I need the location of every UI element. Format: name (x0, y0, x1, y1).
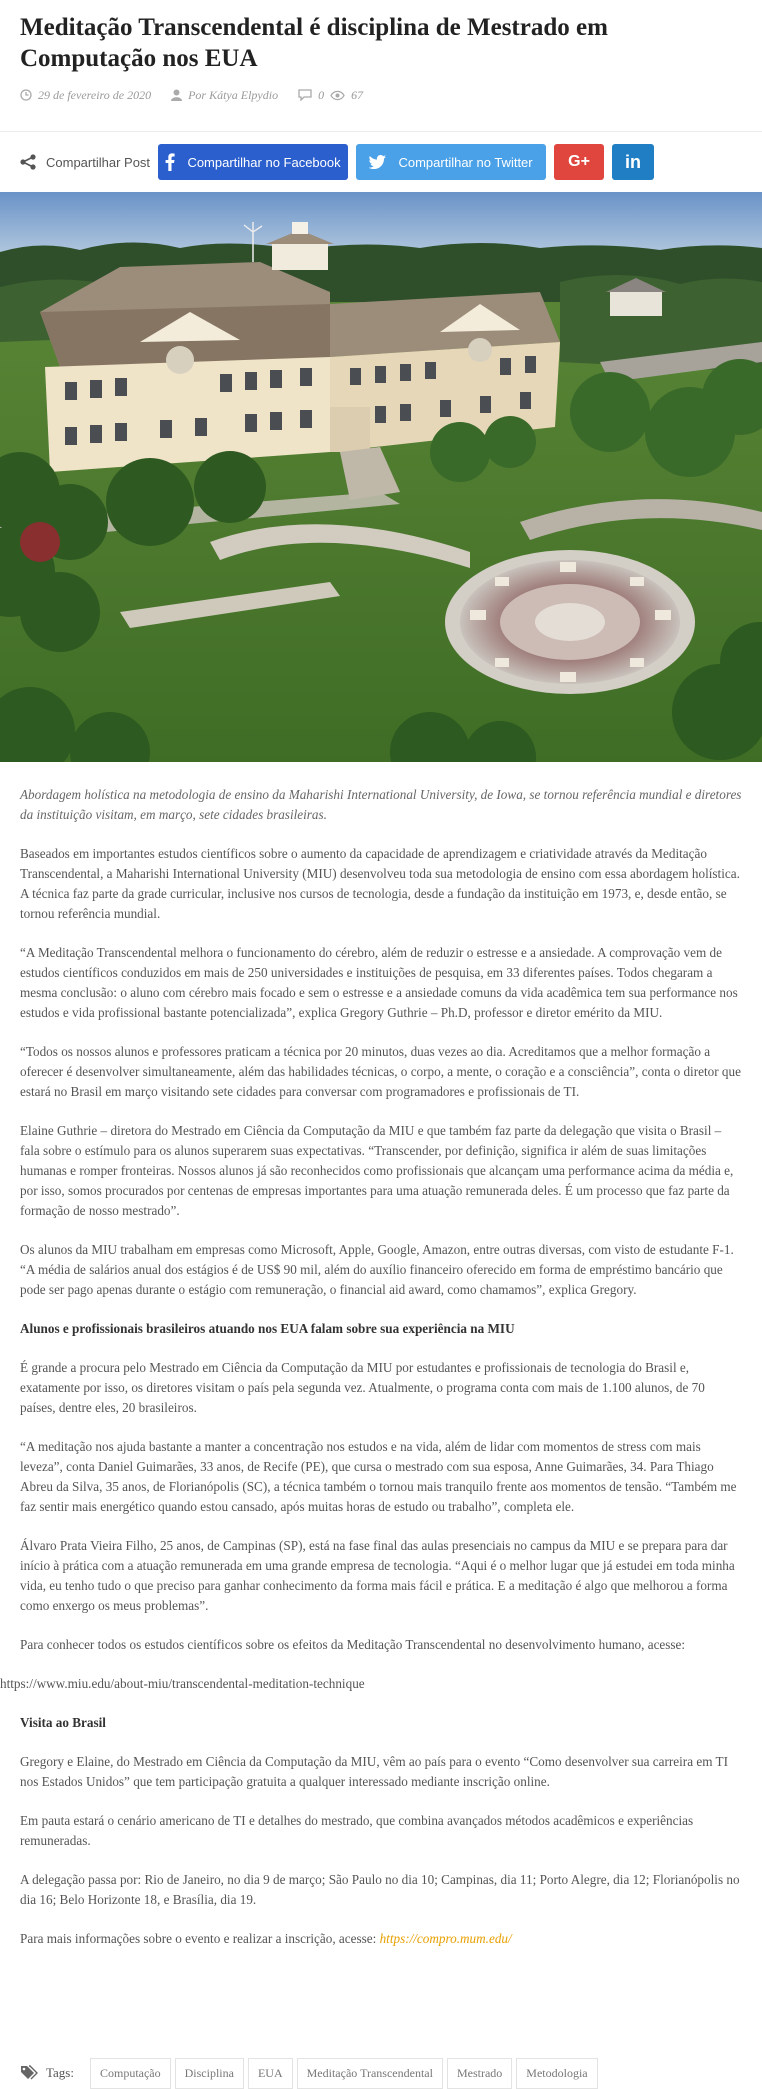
paragraph: “A Meditação Transcendental melhora o funcionamento do cérebro, além de reduzir o estresse e a ansiedade. A comprovação vem de estudos científicos conduzidos em mais de 250 universidades e instituições de pesquisa, em 33 diferentes países. Todos chegaram a mesma conclusão: o aluno com cérebro mais focado e sem o estresse e a ansiedade comuns da vida acadêmica tem sua performance nos estudos e vida profissional bastante potencializada”, explica Gregory Guthrie – Ph.D, professor e diretor emérito da MIU. (20, 945, 738, 1020)
share-facebook-label: Compartilhar no Facebook (187, 154, 341, 170)
post-title: Meditação Transcendental é disciplina de Mestrado em Computação nos EUA (20, 14, 608, 72)
paragraph: A delegação passa por: Rio de Janeiro, no dia 9 de março; São Paulo no dia 10; Campinas, dia 11; Porto Alegre, dia 12; Florianópolis no dia 16; Belo Horizonte 18, e Brasília, dia 19. (20, 1872, 740, 1907)
share-icon (20, 154, 36, 170)
googleplus-icon: G+ (568, 153, 590, 170)
paragraph: Em pauta estará o cenário americano de TI e detalhes do mestrado, que combina avançados métodos acadêmicos e experiências remuneradas. (20, 1813, 694, 1848)
tag-link[interactable]: Computação (90, 2058, 171, 2089)
linkedin-icon: in (625, 151, 642, 172)
twitter-icon (369, 155, 386, 169)
view-count: 67 (351, 87, 364, 102)
share-linkedin-button[interactable] (612, 144, 654, 180)
tag-link[interactable]: Mestrado (447, 2058, 512, 2089)
paragraph: Baseados em importantes estudos científicos sobre o aumento da capacidade de aprendizagem e criatividade através da Meditação Transcendental, a Maharishi International University (MIU) desenvolveu toda sua metodologia de ensino com essa abordagem holística. A técnica faz parte da grade curricular, inclusive nos cursos de tecnologia, desde a fundação da instituição em 1973, e, desde então, se tornou referência mundial. (20, 846, 740, 921)
section-heading: Alunos e profissionais brasileiros atuando nos EUA falam sobre sua experiência na MIU (20, 1321, 515, 1336)
tag-link[interactable]: Meditação Transcendental (297, 2058, 443, 2089)
paragraph: Gregory e Elaine, do Mestrado em Ciência da Computação da MIU, vêm ao país para o evento “Como desenvolver sua carreira em TI nos Estados Unidos” que tem participação gratuita a qualquer interessado mediante inscrição online. (20, 1754, 728, 1789)
facebook-icon (165, 153, 175, 171)
tags-icon (20, 2065, 38, 2081)
paragraph: Elaine Guthrie – diretora do Mestrado em Ciência da Computação da MIU e que também faz parte da delegação que visita o Brasil – fala sobre o estímulo para os alunos superarem suas expectativas. “Transcender, por definição, significa ir além de suas limitações humanas e romper fronteiras. Nossos alunos já são reconhecidos como profissionais que alcançam uma performance acima da média e, por isso, somos procurados por centenas de empresas importantes para uma atuação remunerada deles. É um processo que faz parte da formação de nosso mestrado”. (20, 1123, 734, 1218)
tags-label (20, 2065, 74, 2081)
tags-bar (20, 2058, 598, 2088)
share-googleplus-button[interactable] (554, 144, 604, 180)
paragraph: É grande a procura pelo Mestrado em Ciência da Computação da MIU por estudantes e profissionais de tecnologia do Brasil e, exatamente por isso, os diretores visitam o país pela segunda vez. Atualmente, o programa conta com mais de 1.100 alunos, de 70 países, dentre eles, 20 brasileiros. (20, 1360, 705, 1415)
user-icon (171, 89, 182, 101)
share-twitter-label: Compartilhar no Twitter (398, 154, 533, 170)
featured-image (0, 192, 762, 762)
post-date: 29 de fevereiro de 2020 (38, 87, 152, 102)
registration-link[interactable]: https://compro.mum.edu/ (379, 1931, 512, 1946)
post-meta (20, 86, 363, 104)
tag-link[interactable]: Metodologia (516, 2058, 597, 2089)
share-facebook-button[interactable] (158, 144, 348, 180)
paragraph: “Todos os nossos alunos e professores praticam a técnica por 20 minutos, duas vezes ao dia. Acreditamos que a melhor formação a oferecer é desenvolver simultaneamente, além das habilidades técnicas, o corpo, a mente, o coração e a consciência”, conta o diretor que estará no Brasil em março visitando sete cidades para conversar com programadores e profissionais de TI. (20, 1044, 741, 1099)
share-bar (20, 144, 662, 180)
header-divider (0, 131, 762, 132)
eye-icon (330, 90, 345, 101)
paragraph-text: Para mais informações sobre o evento e realizar a inscrição, acesse: (20, 1931, 380, 1946)
comment-count[interactable]: 0 (318, 87, 325, 102)
post-author[interactable]: Por Kátya Elpydio (188, 87, 279, 102)
section-heading: Visita ao Brasil (20, 1715, 106, 1730)
paragraph: “A meditação nos ajuda bastante a manter a concentração nos estudos e na vida, além de lidar com momentos de stress com mais leveza”, conta Daniel Guimarães, 33 anos, de Recife (PE), que cursa o mestrado com sua esposa, Anne Guimarães, 34. Para Thiago Abreu da Silva, 35 anos, de Florianópolis (SC), a técnica também o tornou mais tranquilo frente aos momentos de tensão. “Também me faz sentir mais energético quando estou cansado, após muitas horas de estudo ou trabalho”, completa ele. (20, 1439, 737, 1514)
share-label (20, 154, 150, 170)
article-body (0, 785, 742, 1968)
image-caption: Abordagem holística na metodologia de ensino da Maharishi International University, de Iowa, se tornou referência mundial e diretores da instituição visitam, em março, sete cidades brasileiras. (20, 787, 742, 822)
comment-icon (298, 89, 312, 101)
paragraph: Para conhecer todos os estudos científicos sobre os efeitos da Meditação Transcendental no desenvolvimento humano, acesse: (20, 1637, 686, 1652)
paragraph: Os alunos da MIU trabalham em empresas como Microsoft, Apple, Google, Amazon, entre outras diversas, com visto de estudante F-1. “A média de salários anual dos estágios é de US$ 90 mil, além do auxílio financeiro oferecido em forma de empréstimo bancário que pode ser pago apenas durante o estágio com remuneração, o financial aid award, como chamamos”, explica Gregory. (20, 1242, 734, 1297)
study-url: https://www.miu.edu/about-miu/transcendental-meditation-technique (0, 1676, 365, 1691)
campus-aerial-photo (0, 192, 762, 762)
share-twitter-button[interactable] (356, 144, 546, 180)
paragraph: Álvaro Prata Vieira Filho, 25 anos, de Campinas (SP), está na fase final das aulas presenciais no campus da MIU e se prepara para dar início à prática com a atuação remunerada em uma grande empresa de tecnologia. “Aqui é o melhor lugar que já estudei em toda minha vida, eu tenho tudo o que preciso para ganhar conhecimento da forma mais fácil e prática. E a meditação é algo que melhorou a forma como enxergo os meus problemas”. (20, 1538, 735, 1613)
tag-link[interactable]: EUA (248, 2058, 293, 2089)
clock-icon (20, 89, 32, 101)
tags-label-text: Tags: (46, 2065, 74, 2080)
paragraph (20, 1929, 742, 1949)
tag-link[interactable]: Disciplina (175, 2058, 244, 2089)
share-label-text: Compartilhar Post (46, 154, 151, 170)
